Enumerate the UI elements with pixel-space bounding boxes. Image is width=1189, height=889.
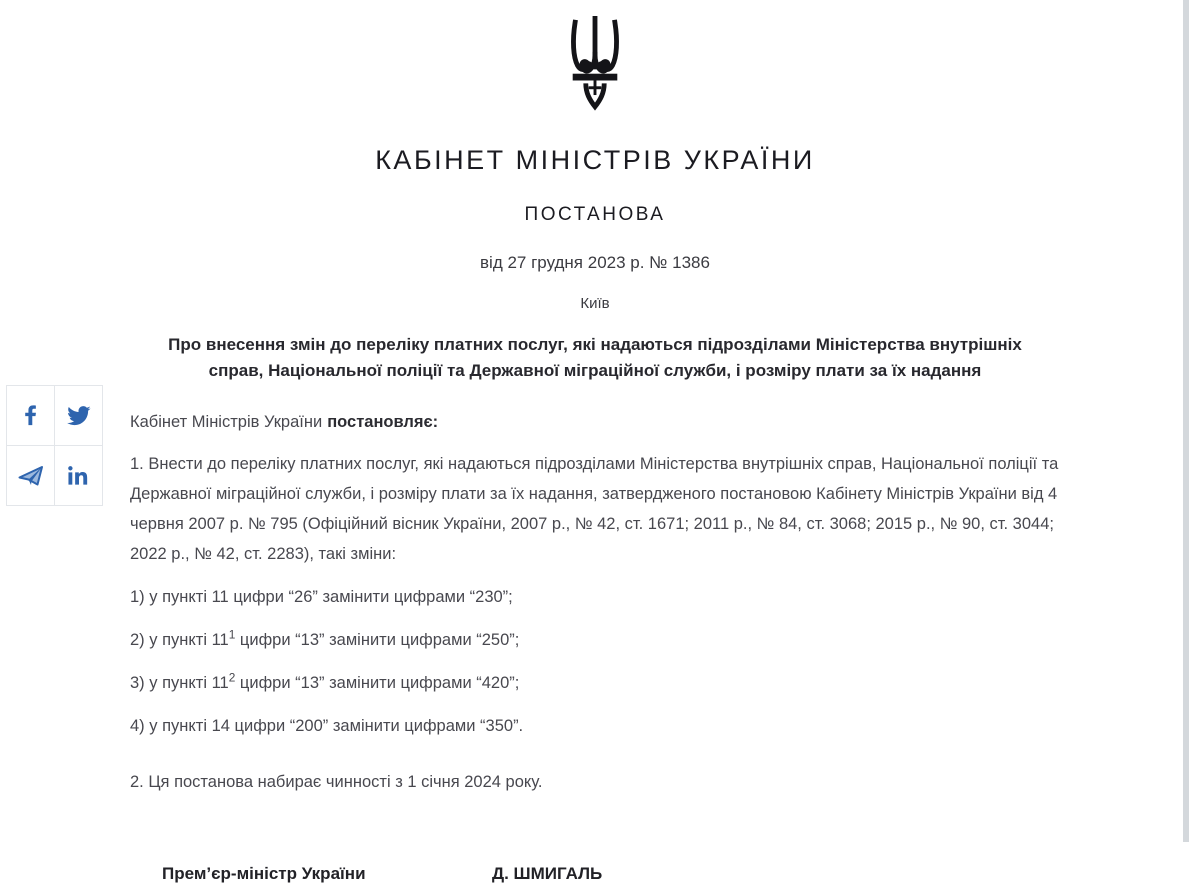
- org-name: КАБІНЕТ МІНІСТРІВ УКРАЇНИ: [375, 145, 815, 175]
- amendment-text: цифри “200” замінити цифрами “350”.: [229, 717, 524, 735]
- amendment-text: 2) у пункті 11: [130, 631, 229, 649]
- document-header: [130, 15, 1060, 384]
- facebook-icon: [20, 405, 42, 427]
- share-twitter-button[interactable]: [54, 385, 102, 445]
- preamble-verb: постановляє:: [327, 413, 439, 431]
- social-share-panel: [6, 385, 103, 506]
- signature-title: Прем’єр-міністр України: [162, 864, 366, 883]
- document-title: Про внесення змін до переліку платних послуг, які надаються підрозділами Міністерства внутрішніх справ, Національної поліції та Державної міграційної служби, і розміру плати за їх надання: [168, 335, 1022, 380]
- paragraph-1: 1. Внести до переліку платних послуг, які надаються підрозділами Міністерства внутрішніх справ, Національної поліції та Державної міграційної служби, і розміру плати за їх надання, затвердженого постановою Кабінету Міністрів України від 4 червня 2007 р. № 795 (Офіційний вісник України, 2007 р., № 42, ст. 1671; 2011 р., № 84, ст. 3068; 2015 р., № 90, ст. 3044; 2022 р., № 42, ст. 2283), такі зміни:: [130, 455, 1059, 563]
- amendment-text: цифри “26” замінити цифрами “230”;: [228, 588, 513, 606]
- vertical-scrollbar[interactable]: [1183, 0, 1189, 842]
- telegram-icon: [18, 465, 44, 487]
- decree-document: [130, 0, 1060, 889]
- amendment-item-1: [130, 582, 1060, 612]
- twitter-icon: [67, 406, 91, 426]
- amendment-text: цифри “13” замінити цифрами “250”;: [235, 631, 520, 649]
- preamble-text: Кабінет Міністрів України: [130, 413, 323, 431]
- signature-name: Д. ШМИГАЛЬ: [492, 864, 603, 883]
- document-type-label: ПОСТАНОВА: [524, 204, 666, 225]
- share-telegram-button[interactable]: [6, 445, 54, 505]
- share-linkedin-button[interactable]: [54, 445, 102, 505]
- document-body: [130, 407, 1060, 889]
- document-date-number: від 27 грудня 2023 р. № 1386: [480, 253, 710, 272]
- amendments-list: [130, 582, 1060, 741]
- amendment-text: 4) у пункті 14: [130, 717, 230, 735]
- amendment-text: 3) у пункті 11: [130, 674, 229, 692]
- signature-block: [130, 859, 1060, 889]
- document-city: Київ: [580, 295, 610, 312]
- paragraph-2: 2. Ця постанова набирає чинності з 1 січня 2024 року.: [130, 773, 543, 791]
- amendment-item-4: [130, 711, 1060, 741]
- amendment-superscript: 1: [228, 627, 236, 642]
- amendment-text: 1) у пункті 11: [130, 588, 229, 606]
- share-facebook-button[interactable]: [6, 385, 54, 445]
- amendment-text: цифри “13” замінити цифрами “420”;: [235, 674, 520, 692]
- amendment-item-2: [130, 625, 1060, 655]
- amendment-item-3: [130, 668, 1060, 698]
- amendment-superscript: 2: [228, 670, 236, 685]
- ukraine-coat-of-arms-icon: [130, 15, 1060, 113]
- preamble: [130, 407, 1060, 437]
- linkedin-icon: [68, 465, 90, 487]
